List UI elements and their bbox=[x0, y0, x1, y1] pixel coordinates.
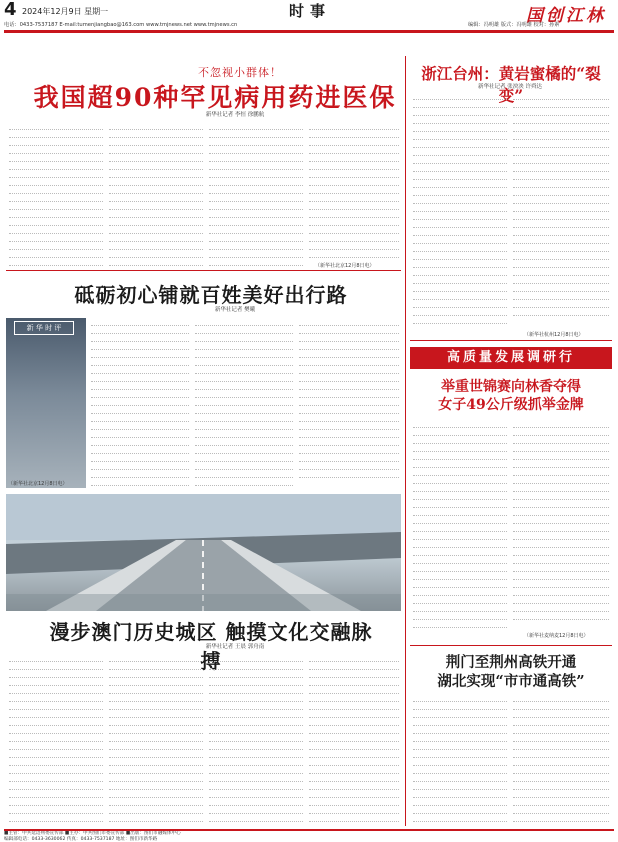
section-divider bbox=[410, 645, 612, 646]
article1-column bbox=[308, 122, 400, 262]
right1-credit: （新华社杭州12月8日电） bbox=[524, 332, 584, 338]
right3-headline-line2: 湖北实现“市市通高铁” bbox=[437, 673, 585, 690]
right2-column bbox=[512, 420, 610, 630]
masthead bbox=[0, 0, 618, 38]
right1-headline: 浙江台州：黄岩蜜橘的“裂变” bbox=[421, 64, 601, 105]
right1-author: 新华社记者 张泱泱 许舜达 bbox=[478, 84, 542, 90]
article1-column bbox=[208, 122, 304, 268]
article3-author: 新华社记者 王晨 郭舟南 bbox=[205, 644, 265, 650]
section-title: 时事 bbox=[288, 2, 331, 20]
newspaper-logo: 国创江林 bbox=[526, 6, 606, 26]
section-banner: 高质量发展调研行 bbox=[410, 347, 612, 369]
contact-line: 电话：0433-7537187 E-mail:tumenjiangbao@163.com www.tmjnews.net www.tmjnews.cn bbox=[4, 22, 238, 28]
article2-headline: 砥砺初心铺就百姓美好出行路 bbox=[74, 283, 348, 307]
right2-credit: （新华社麦纳麦12月8日电） bbox=[524, 633, 589, 639]
right1-column bbox=[412, 92, 508, 330]
article1-author: 新华社记者 李恒 徐鹏航 bbox=[205, 112, 265, 118]
article1-column bbox=[8, 122, 104, 268]
right3-headline bbox=[412, 653, 610, 691]
section-divider bbox=[410, 340, 612, 341]
right3-column bbox=[412, 694, 508, 826]
right2-column bbox=[412, 420, 508, 636]
commentary-label: 新 华 时 评 bbox=[14, 321, 74, 335]
section-divider bbox=[6, 270, 401, 271]
editors-line: 编辑：冯明雄 版式：冯明雄 校对：孙素 bbox=[468, 22, 560, 28]
page-number: 4 bbox=[4, 0, 17, 20]
article2-column bbox=[90, 318, 190, 488]
highway-illustration bbox=[6, 494, 401, 611]
footer-line1: ■主管：中共延边州委宣传部 ■主办：中共图们市委宣传部 ■出版：图们市融媒体中心 bbox=[4, 831, 181, 836]
column-divider bbox=[405, 56, 406, 826]
right2-headline bbox=[412, 378, 610, 414]
article1-column bbox=[108, 122, 204, 268]
article3-column bbox=[108, 654, 204, 826]
article1-headline: 我国超90种罕见病用药进医保 bbox=[33, 83, 397, 112]
article2-credit: （新华社北京12月8日电） bbox=[8, 481, 68, 487]
right2-headline-line1: 举重世锦赛向林香夺得 bbox=[441, 379, 581, 395]
right3-headline-line1: 荆门至荆州高铁开通 bbox=[445, 654, 577, 671]
article1-credit: （新华社北京12月8日电） bbox=[315, 263, 375, 269]
article3-column bbox=[208, 654, 304, 826]
bridge-photo bbox=[6, 318, 86, 488]
article3-column bbox=[308, 654, 400, 826]
article2-author: 新华社记者 樊曦 bbox=[214, 307, 256, 313]
article1-kicker: 不忽视小群体！ bbox=[198, 66, 282, 79]
article3-column bbox=[8, 654, 104, 826]
masthead-rule bbox=[4, 30, 614, 33]
footer-line2: 编辑部电话：0433-3630062 传真：0433-7537187 地址：图们市新华路 bbox=[4, 836, 158, 842]
issue-date: 2024年12月9日 星期一 bbox=[22, 7, 109, 16]
article2-column bbox=[298, 318, 400, 482]
article3-headline: 漫步澳门历史城区 触摸文化交融脉搏 bbox=[49, 620, 373, 673]
right3-column bbox=[512, 694, 610, 826]
right2-headline-line2: 女子49公斤级抓举金牌 bbox=[438, 397, 584, 413]
article2-column bbox=[194, 318, 294, 488]
right1-column bbox=[512, 92, 610, 324]
highway-photo bbox=[6, 494, 401, 611]
footer bbox=[4, 829, 614, 842]
